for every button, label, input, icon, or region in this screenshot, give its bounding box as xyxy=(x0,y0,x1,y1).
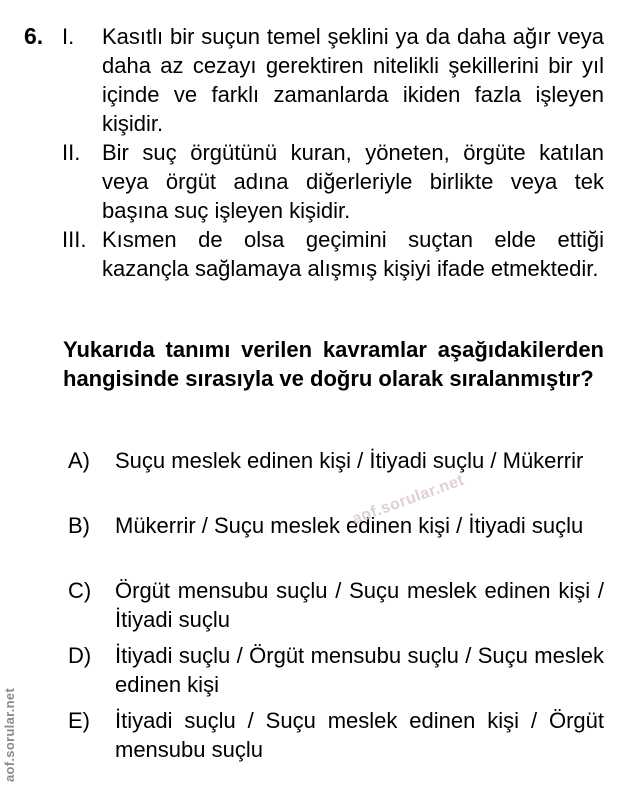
watermark-center: aof.sorular.net xyxy=(350,471,467,528)
statement-label: II. xyxy=(62,140,81,165)
option-label: E) xyxy=(68,708,90,733)
option-text: Suçu meslek edinen kişi / İtiyadi suçlu / Mükerrir xyxy=(115,448,584,473)
option-label: B) xyxy=(68,513,90,538)
option-text: Örgüt mensubu suçlu / Suçu meslek edinen kişi / İtiyadi suçlu xyxy=(115,578,604,632)
option-label: D) xyxy=(68,643,92,668)
option-label: A) xyxy=(68,448,90,473)
statement-label: I. xyxy=(62,24,75,49)
watermark-side: aof.sorular.net xyxy=(2,687,17,782)
question-number: 6. xyxy=(24,23,44,49)
statement-text: Kasıtlı bir suçun temel şeklini ya da daha ağır veya daha az cezayı gerektiren nitelikli şekillerini bir yıl içinde ve farklı zamanlarda ikiden fazla işleyen kişidir. xyxy=(102,24,604,136)
option-text: İtiyadi suçlu / Örgüt mensubu suçlu / Suçu meslek edinen kişi xyxy=(115,643,604,697)
statement-label: III. xyxy=(62,227,87,252)
option-text: İtiyadi suçlu / Suçu meslek edinen kişi / Örgüt mensubu suçlu xyxy=(115,708,604,762)
question-prompt: Yukarıda tanımı verilen kavramlar aşağıdakilerden hangisinde sırasıyla ve doğru olarak sıralanmıştır? xyxy=(63,337,604,391)
statement-text: Kısmen de olsa geçimini suçtan elde ettiği kazançla sağlamaya alışmış kişiyi ifade etmektedir. xyxy=(102,227,604,281)
option-label: C) xyxy=(68,578,92,603)
statement-text: Bir suç örgütünü kuran, yöneten, örgüte katılan veya örgüt adına diğerleriyle birlikte veya tek başına suç işleyen kişidir. xyxy=(102,140,604,223)
option-text: Mükerrir / Suçu meslek edinen kişi / İtiyadi suçlu xyxy=(115,513,584,538)
